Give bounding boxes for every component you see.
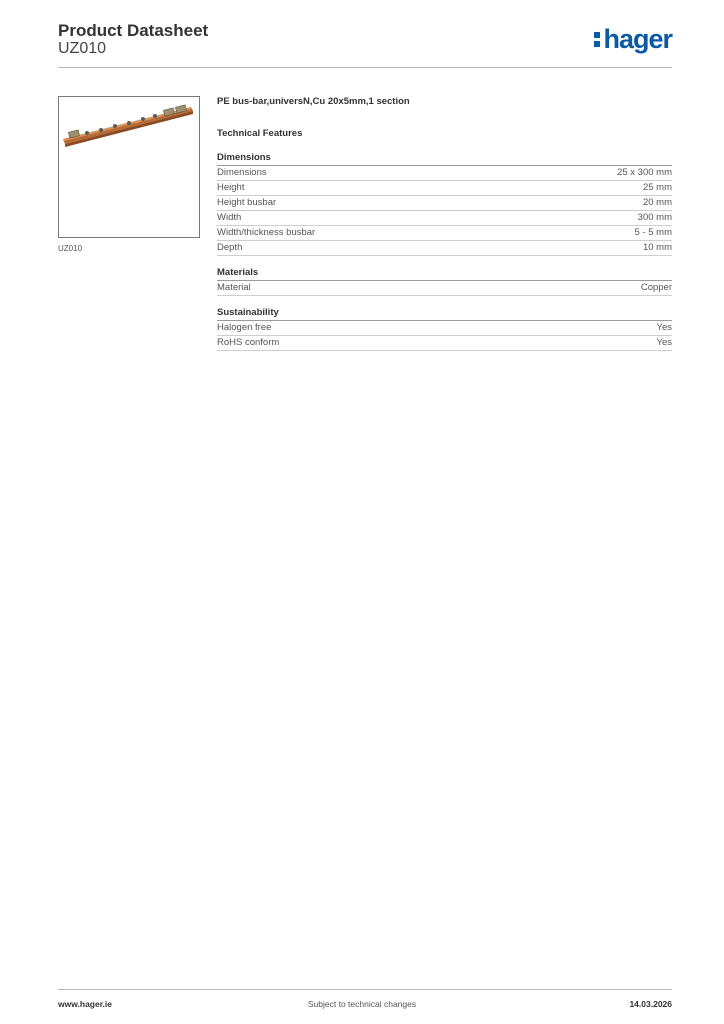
- spec-row: [217, 181, 672, 196]
- spec-value: 10 mm: [642, 242, 672, 253]
- spec-value: 300 mm: [637, 212, 672, 223]
- spec-label: Width/thickness busbar: [217, 227, 316, 238]
- spec-row: [217, 281, 672, 296]
- header-divider: [58, 67, 672, 68]
- footer-notice: Subject to technical changes: [307, 999, 417, 1009]
- spec-value: Copper: [640, 282, 672, 293]
- spec-label: Dimensions: [217, 167, 267, 178]
- spec-label: Height busbar: [217, 197, 277, 208]
- spec-value: 25 mm: [642, 182, 672, 193]
- footer-divider: [58, 989, 672, 990]
- product-name: PE bus-bar,universN,Cu 20x5mm,1 section: [217, 96, 410, 107]
- spec-value: 25 x 300 mm: [617, 167, 672, 178]
- page-title: Product Datasheet: [58, 21, 209, 40]
- section-title: Materials: [217, 267, 672, 281]
- spec-label: Width: [217, 212, 242, 223]
- product-reference: UZ010: [58, 40, 107, 57]
- section-materials: [217, 267, 672, 296]
- spec-row: [217, 166, 672, 181]
- spec-label: Material: [217, 282, 251, 293]
- spec-row: [217, 196, 672, 211]
- technical-features-title: Technical Features: [217, 128, 303, 139]
- spec-label: Height: [217, 182, 245, 193]
- footer-date: 14.03.2026: [629, 999, 672, 1009]
- logo-text: hager: [603, 24, 672, 54]
- busbar-illustration-icon: [59, 97, 199, 237]
- spec-row: [217, 211, 672, 226]
- spec-value: 5 - 5 mm: [634, 227, 672, 238]
- spec-label: RoHS conform: [217, 337, 280, 348]
- section-sustainability: [217, 307, 672, 351]
- logo-colon-icon: [594, 29, 601, 49]
- section-title: Dimensions: [217, 152, 672, 166]
- spec-label: Depth: [217, 242, 243, 253]
- spec-label: Halogen free: [217, 322, 272, 333]
- section-dimensions: [217, 152, 672, 256]
- section-title: Sustainability: [217, 307, 672, 321]
- spec-value: Yes: [656, 337, 672, 348]
- footer-website: www.hager.ie: [58, 999, 113, 1009]
- spec-row: [217, 241, 672, 256]
- product-image: [58, 96, 200, 238]
- spec-value: 20 mm: [642, 197, 672, 208]
- spec-row: [217, 226, 672, 241]
- spec-value: Yes: [656, 322, 672, 333]
- feature-sections: [217, 152, 672, 351]
- spec-row: [217, 321, 672, 336]
- technical-content: [217, 96, 672, 362]
- spec-row: [217, 336, 672, 351]
- hager-logo: [594, 26, 672, 53]
- image-caption: UZ010: [58, 244, 83, 253]
